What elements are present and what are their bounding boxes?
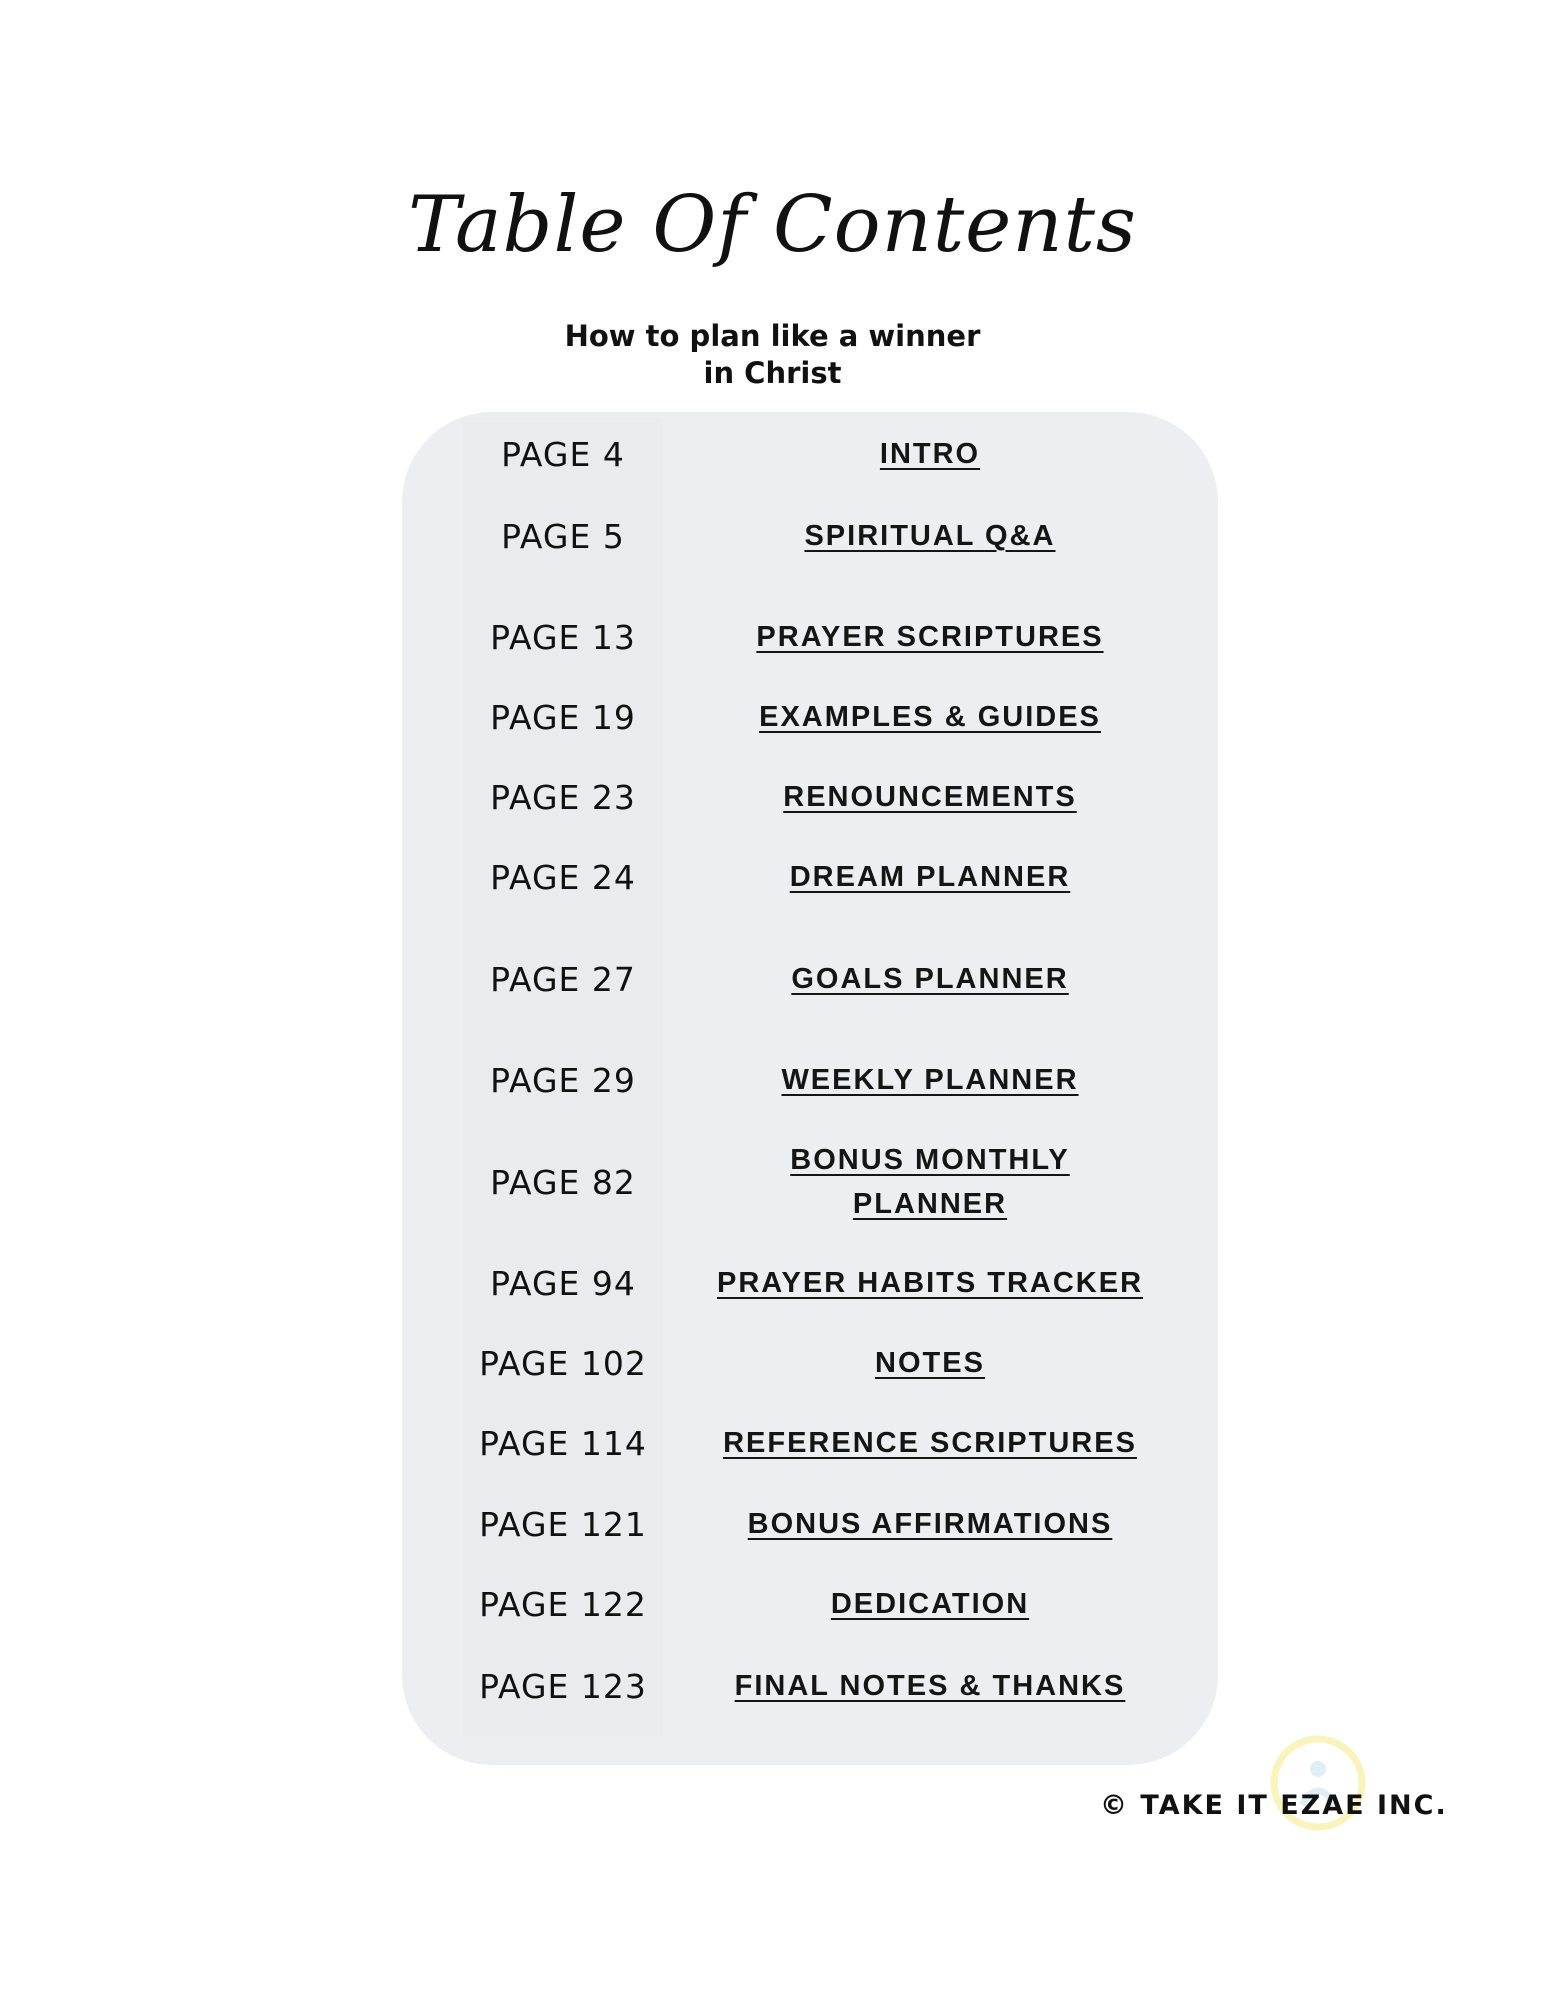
toc-link-prayer-habits-tracker[interactable]: PRAYER HABITS TRACKER — [716, 1267, 1144, 1299]
toc-row — [0, 1243, 1545, 1323]
toc-row — [0, 677, 1545, 757]
toc-page-number: PAGE 122 — [479, 1584, 647, 1624]
toc-link-examples-guides[interactable]: EXAMPLES & GUIDES — [759, 701, 1101, 733]
toc-row — [0, 1040, 1545, 1120]
toc-link-dedication[interactable]: DEDICATION — [830, 1588, 1030, 1620]
toc-page-number: PAGE 13 — [490, 617, 636, 657]
toc-row — [0, 496, 1545, 576]
toc-row — [0, 597, 1545, 677]
toc-link-notes[interactable]: NOTES — [875, 1347, 985, 1379]
toc-page-number: PAGE 123 — [479, 1666, 647, 1706]
toc-link-renouncements[interactable]: RENOUNCEMENTS — [783, 781, 1077, 813]
toc-page-number: PAGE 19 — [490, 697, 636, 737]
subtitle-line-1: How to plan like a winner — [564, 319, 981, 353]
toc-row — [0, 1323, 1545, 1403]
toc-page-number: PAGE 24 — [490, 857, 636, 897]
toc-page-number: PAGE 4 — [501, 434, 625, 474]
toc-link-prayer-scriptures[interactable]: PRAYER SCRIPTURES — [756, 621, 1104, 653]
toc-page-number: PAGE 94 — [490, 1263, 636, 1303]
toc-row — [0, 414, 1545, 494]
toc-page-number: PAGE 114 — [479, 1423, 647, 1463]
toc-page-number: PAGE 29 — [490, 1060, 636, 1100]
toc-page-number: PAGE 27 — [490, 959, 636, 999]
toc-link-goals-planner[interactable]: GOALS PLANNER — [791, 963, 1069, 995]
toc-link-reference-scriptures[interactable]: REFERENCE SCRIPTURES — [723, 1427, 1137, 1459]
subtitle — [0, 318, 1545, 392]
toc-link-dream-planner[interactable]: DREAM PLANNER — [789, 861, 1071, 893]
toc-link-bonus-monthly-planner[interactable]: BONUS MONTHLY PLANNER — [790, 1144, 1070, 1220]
toc-row — [0, 757, 1545, 837]
toc-row — [0, 837, 1545, 917]
copyright-notice: © TAKE IT EZAE INC. — [1100, 1790, 1448, 1821]
page-title: Table Of Contents — [408, 180, 1137, 270]
subtitle-line-2: in Christ — [703, 356, 842, 390]
toc-link-intro[interactable]: INTRO — [879, 438, 981, 470]
toc-link-bonus-affirmations[interactable]: BONUS AFFIRMATIONS — [747, 1508, 1113, 1540]
toc-row — [0, 939, 1545, 1019]
toc-link-weekly-planner[interactable]: WEEKLY PLANNER — [781, 1064, 1079, 1096]
toc-row — [0, 1484, 1545, 1564]
toc-page-number: PAGE 121 — [479, 1504, 647, 1544]
toc-link-final-notes-thanks[interactable]: FINAL NOTES & THANKS — [734, 1670, 1126, 1702]
toc-row — [0, 1646, 1545, 1726]
toc-row — [0, 1142, 1545, 1222]
toc-page-number: PAGE 102 — [479, 1343, 647, 1383]
toc-row — [0, 1403, 1545, 1483]
toc-page-number: PAGE 23 — [490, 777, 636, 817]
toc-link-spiritual-qa[interactable]: SPIRITUAL Q&A — [804, 520, 1056, 552]
toc-row — [0, 1564, 1545, 1644]
toc-page-number: PAGE 5 — [501, 516, 625, 556]
toc-page-number: PAGE 82 — [490, 1162, 636, 1202]
